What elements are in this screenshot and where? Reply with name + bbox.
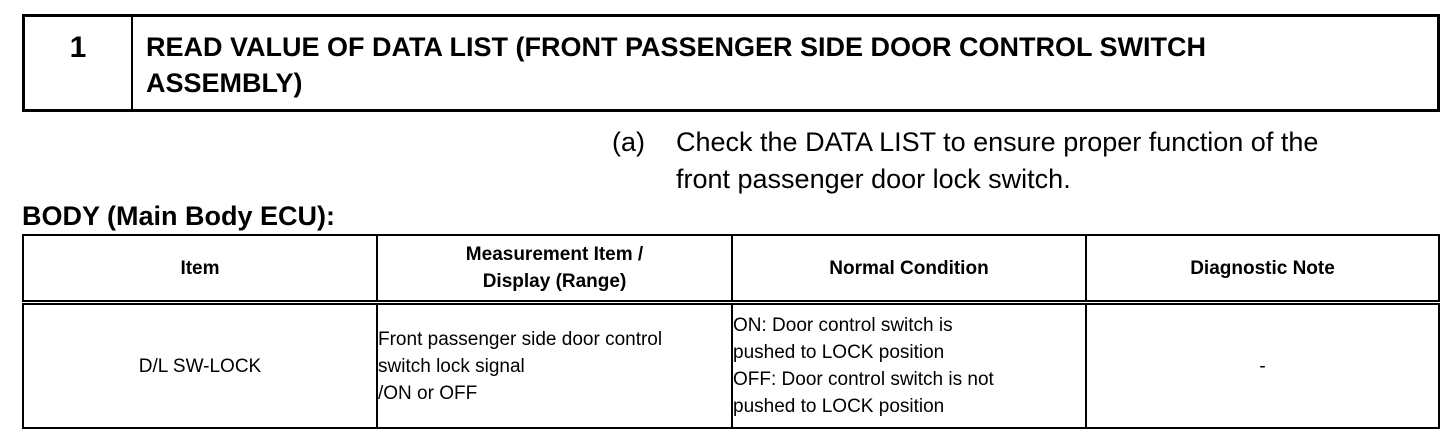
- cell-normal-line-4: pushed to LOCK position: [733, 396, 945, 417]
- table-header-row: [23, 235, 1439, 303]
- cell-item: D/L SW-LOCK: [23, 303, 377, 429]
- cell-measurement: [377, 303, 732, 429]
- step-title-line-1: READ VALUE OF DATA LIST (FRONT PASSENGER SIDE DOOR CONTROL SWITCH: [146, 32, 1207, 62]
- cell-measurement-line-1: Front passenger side door control: [378, 328, 663, 350]
- cell-measurement-line-2: switch lock signal: [378, 355, 525, 377]
- instruction-line-1: Check the DATA LIST to ensure proper function of the: [676, 127, 1319, 157]
- header-item: Item: [23, 235, 377, 303]
- cell-normal-line-3: OFF: Door control switch is not: [733, 369, 994, 390]
- step-number: 1: [25, 17, 133, 109]
- step-title: [133, 17, 1437, 109]
- cell-normal-line-2: pushed to LOCK position: [733, 342, 945, 363]
- header-measurement-line-2: Display (Range): [482, 271, 627, 292]
- cell-normal-condition: [732, 303, 1086, 429]
- data-list-table: [22, 234, 1440, 429]
- section-heading: BODY (Main Body ECU):: [22, 201, 336, 231]
- instruction-text: [676, 124, 1442, 198]
- cell-normal-line-1: ON: Door control switch is: [733, 315, 953, 336]
- step-header: [22, 14, 1440, 112]
- instruction: [612, 124, 1442, 198]
- header-diagnostic-note: Diagnostic Note: [1086, 235, 1439, 303]
- instruction-marker: (a): [612, 127, 645, 157]
- cell-measurement-line-3: /ON or OFF: [378, 382, 478, 404]
- cell-diagnostic-note: -: [1086, 303, 1439, 429]
- instruction-line-2: front passenger door lock switch.: [676, 164, 1071, 194]
- header-normal-condition: Normal Condition: [732, 235, 1086, 303]
- table-row: [23, 303, 1439, 429]
- step-title-line-2: ASSEMBLY): [146, 68, 303, 98]
- header-measurement: [377, 235, 732, 303]
- header-measurement-line-1: Measurement Item /: [465, 244, 644, 265]
